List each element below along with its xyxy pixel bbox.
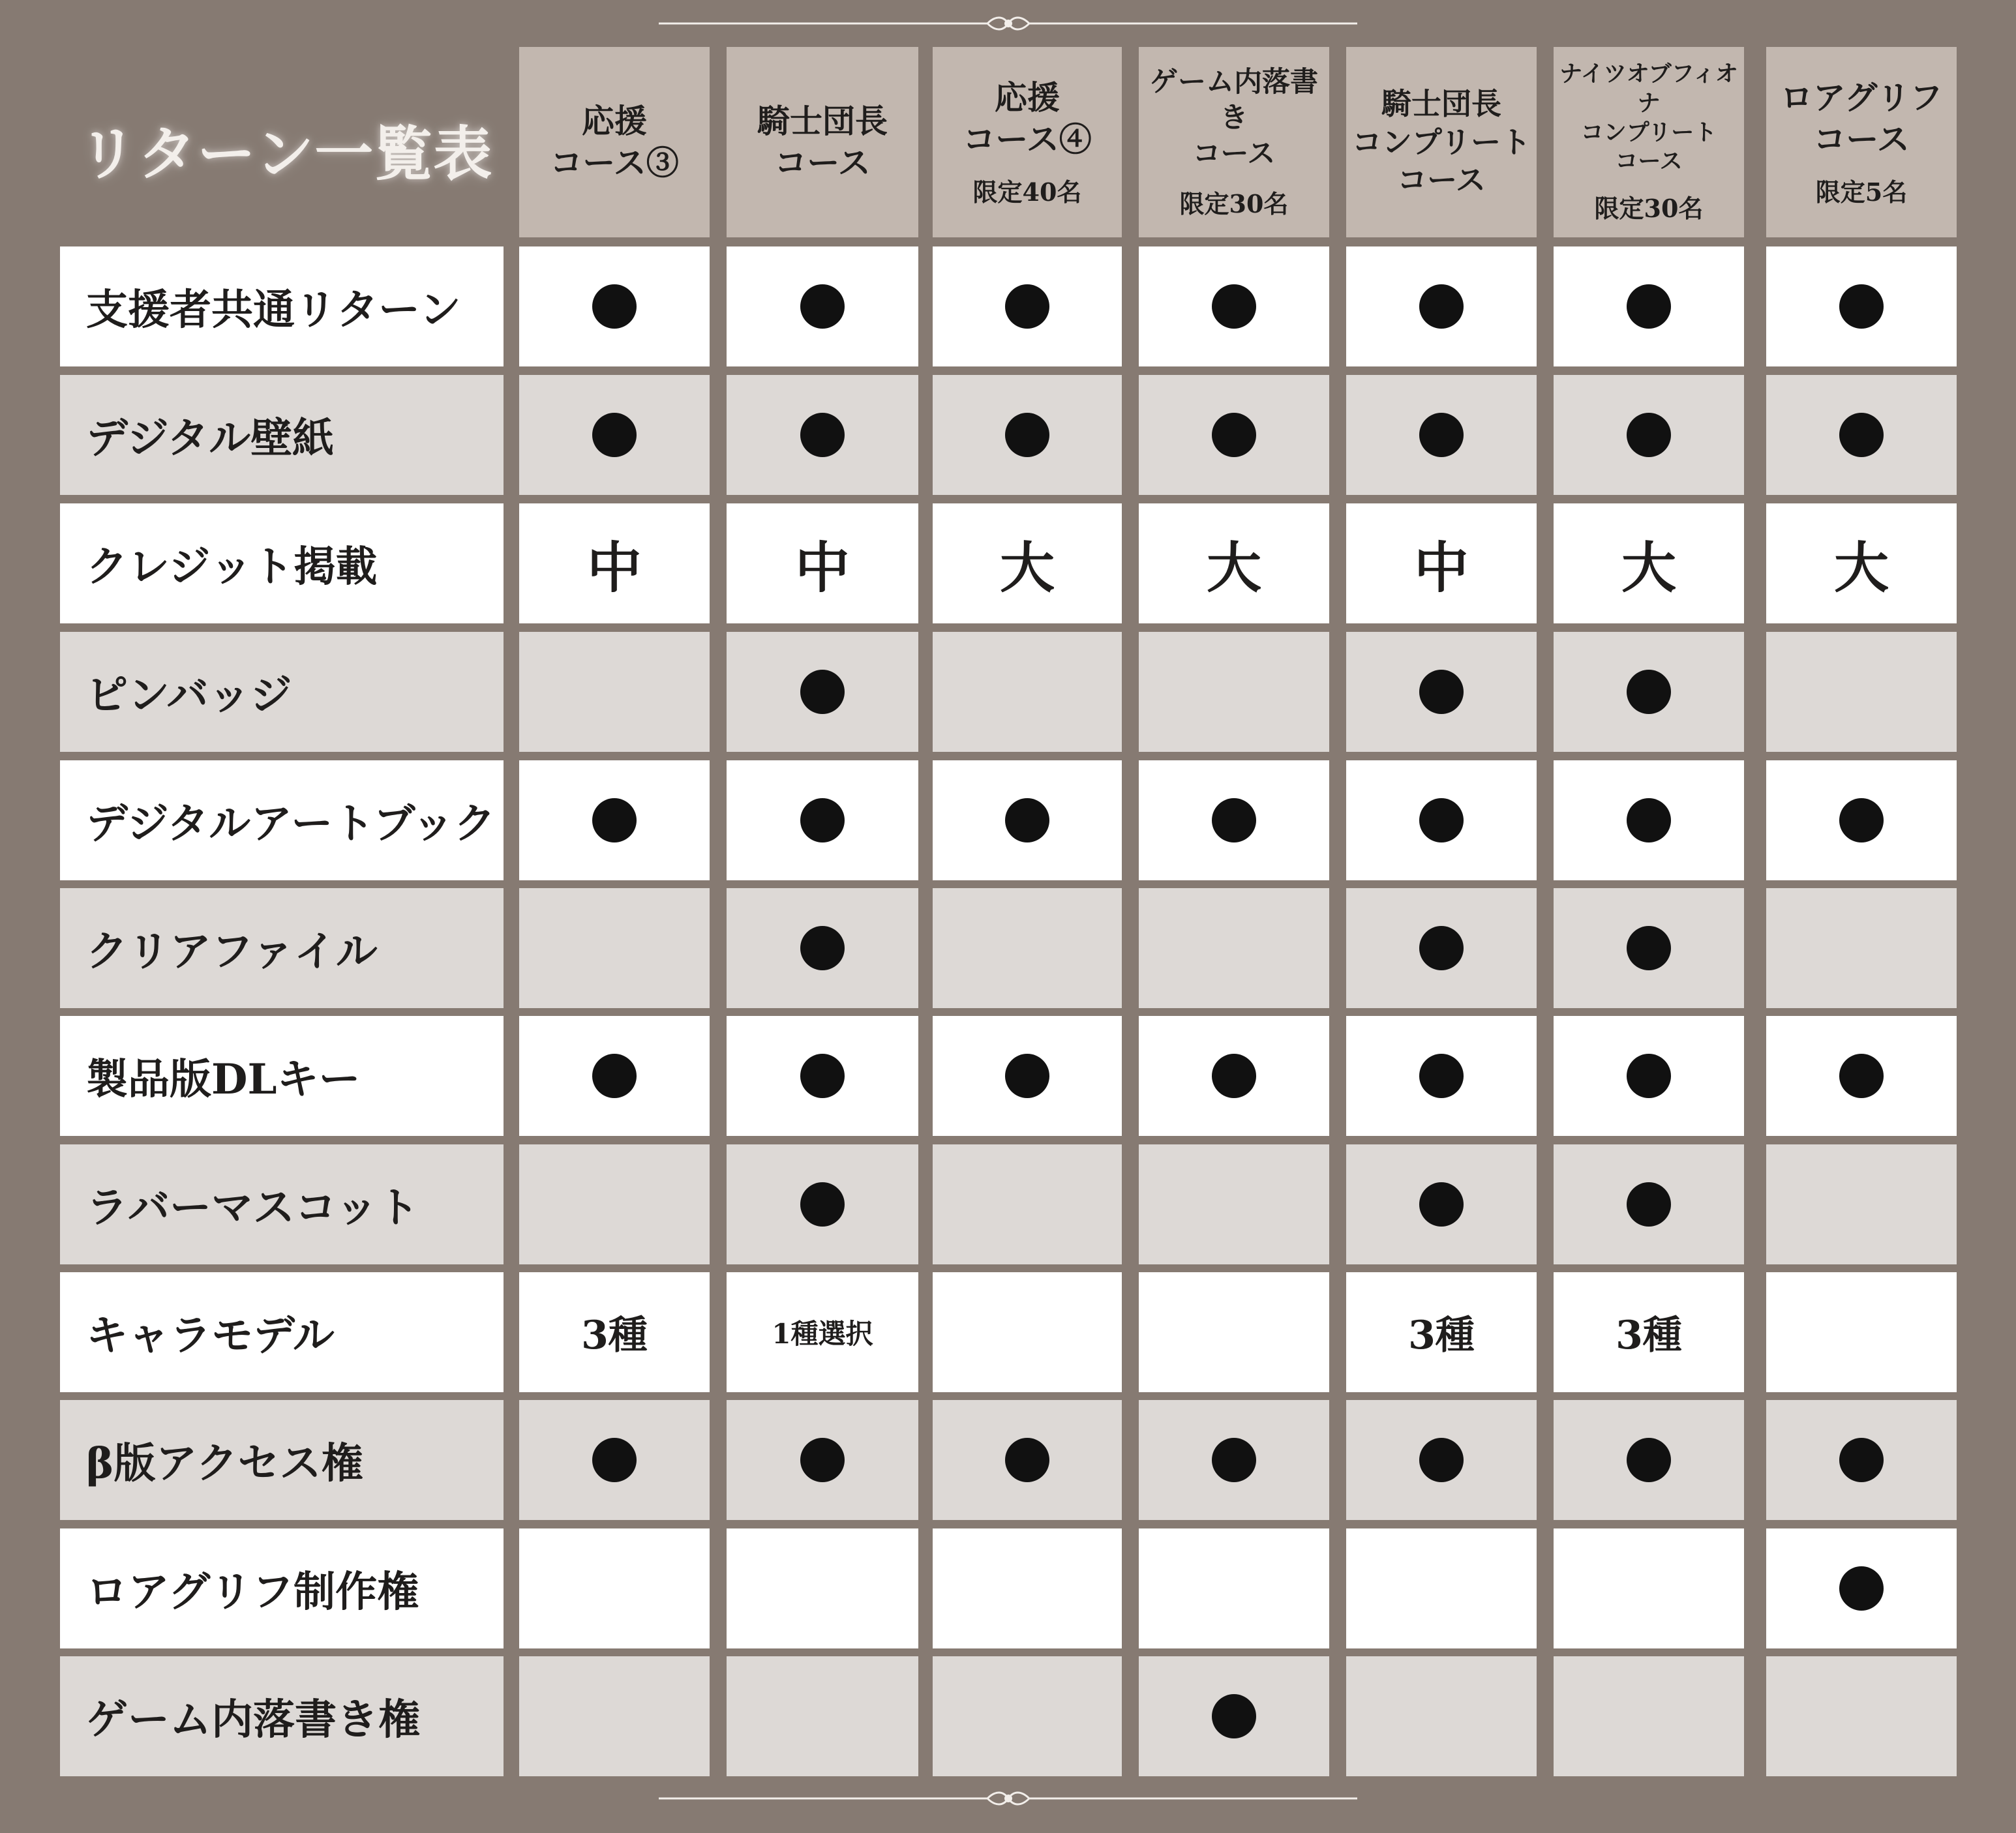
table-cell-r12-c3 xyxy=(933,1656,1122,1776)
course-name-4 xyxy=(1139,65,1329,172)
filled-circle-icon xyxy=(1627,926,1671,970)
table-cell-r10-c1 xyxy=(519,1400,710,1520)
table-cell-r7-c4 xyxy=(1139,1016,1329,1136)
filled-circle-icon xyxy=(800,926,845,970)
course-header-4 xyxy=(1139,47,1329,237)
row-label-11: ロアグリフ制作権 xyxy=(60,1528,504,1648)
table-cell-r6-c2 xyxy=(727,888,918,1008)
row-label-1: 支援者共通リターン xyxy=(60,246,504,366)
course-header-1 xyxy=(519,47,710,237)
course-name-line-3-2: コース④ xyxy=(963,119,1092,158)
filled-circle-icon xyxy=(800,670,845,714)
filled-circle-icon xyxy=(1005,1438,1049,1482)
filled-circle-icon xyxy=(1005,413,1049,457)
table-cell-r8-c4 xyxy=(1139,1144,1329,1264)
table-cell-r11-c4 xyxy=(1139,1528,1329,1648)
table-cell-r4-c7 xyxy=(1766,632,1957,752)
table-cell-r7-c7 xyxy=(1766,1016,1957,1136)
table-cell-r2-c6 xyxy=(1554,375,1744,495)
table-cell-r8-c5 xyxy=(1346,1144,1537,1264)
row-label-2: デジタル壁紙 xyxy=(60,375,504,495)
filled-circle-icon xyxy=(1839,798,1884,842)
table-cell-r10-c6 xyxy=(1554,1400,1744,1520)
filled-circle-icon xyxy=(800,798,845,842)
filled-circle-icon xyxy=(1839,1054,1884,1098)
table-cell-r1-c4 xyxy=(1139,246,1329,366)
filled-circle-icon xyxy=(592,284,637,329)
course-header-2 xyxy=(727,47,918,237)
table-cell-r12-c6 xyxy=(1554,1656,1744,1776)
course-limit-6: 限定30名 xyxy=(1594,194,1704,224)
table-cell-r5-c4 xyxy=(1139,760,1329,880)
course-name-line-6-3: コース xyxy=(1615,148,1683,175)
table-cell-r1-c7 xyxy=(1766,246,1957,366)
row-label-10: β版アクセス権 xyxy=(60,1400,504,1520)
course-name-line-2-1: 騎士団長 xyxy=(757,102,888,140)
course-name-3 xyxy=(963,77,1092,160)
course-header-3 xyxy=(933,47,1122,237)
table-cell-r3-c3 xyxy=(933,503,1122,623)
table-cell-r12-c4 xyxy=(1139,1656,1329,1776)
course-name-line-2-2: コース xyxy=(774,143,871,182)
table-cell-r5-c7 xyxy=(1766,760,1957,880)
filled-circle-icon xyxy=(1212,798,1256,842)
table-cell-r5-c1 xyxy=(519,760,710,880)
filled-circle-icon xyxy=(592,1438,637,1482)
table-cell-r5-c2 xyxy=(727,760,918,880)
course-name-line-5-3: コース xyxy=(1397,162,1486,198)
filled-circle-icon xyxy=(800,1182,845,1227)
table-cell-r12-c1 xyxy=(519,1656,710,1776)
filled-circle-icon xyxy=(800,1438,845,1482)
table-cell-r2-c5 xyxy=(1346,375,1537,495)
table-cell-r2-c7 xyxy=(1766,375,1957,495)
table-cell-r11-c7 xyxy=(1766,1528,1957,1648)
filled-circle-icon xyxy=(1419,284,1464,329)
table-cell-text-r3-c3: 大 xyxy=(999,535,1055,600)
filled-circle-icon xyxy=(1627,798,1671,842)
table-cell-r4-c5 xyxy=(1346,632,1537,752)
table-cell-text-r3-c2: 中 xyxy=(794,535,850,600)
filled-circle-icon xyxy=(1839,1566,1884,1611)
table-cell-r7-c1 xyxy=(519,1016,710,1136)
filled-circle-icon xyxy=(1627,284,1671,329)
filled-circle-icon xyxy=(800,413,845,457)
table-cell-r1-c5 xyxy=(1346,246,1537,366)
table-cell-text-r3-c1: 中 xyxy=(586,535,642,600)
table-cell-text-r3-c7: 大 xyxy=(1833,535,1889,600)
filled-circle-icon xyxy=(1627,413,1671,457)
filled-circle-icon xyxy=(1839,413,1884,457)
filled-circle-icon xyxy=(1212,413,1256,457)
table-cell-r12-c5 xyxy=(1346,1656,1537,1776)
filled-circle-icon xyxy=(1005,1054,1049,1098)
table-cell-r9-c2 xyxy=(727,1272,918,1392)
course-name-line-7-1: ロアグリフ xyxy=(1780,78,1943,117)
filled-circle-icon xyxy=(592,413,637,457)
filled-circle-icon xyxy=(592,798,637,842)
table-cell-r1-c1 xyxy=(519,246,710,366)
course-name-line-6-1: ナイツオブフィオナ xyxy=(1559,60,1738,117)
table-cell-r10-c3 xyxy=(933,1400,1122,1520)
filled-circle-icon xyxy=(1005,798,1049,842)
table-cell-r9-c5 xyxy=(1346,1272,1537,1392)
course-name-line-5-2: コンプリート xyxy=(1351,124,1531,160)
filled-circle-icon xyxy=(1212,1054,1256,1098)
table-cell-text-r3-c6: 大 xyxy=(1621,535,1676,600)
course-header-6 xyxy=(1554,47,1744,237)
page-title: リターン一覧表 xyxy=(78,119,493,188)
filled-circle-icon xyxy=(1627,1054,1671,1098)
course-name-line-4-1: ゲーム内落書き xyxy=(1150,65,1318,134)
table-cell-r3-c7 xyxy=(1766,503,1957,623)
table-cell-r7-c5 xyxy=(1346,1016,1537,1136)
filled-circle-icon xyxy=(1005,284,1049,329)
filled-circle-icon xyxy=(800,284,845,329)
table-cell-r2-c3 xyxy=(933,375,1122,495)
row-label-6: クリアファイル xyxy=(60,888,504,1008)
table-cell-text-r3-c5: 中 xyxy=(1413,535,1469,600)
table-cell-r12-c2 xyxy=(727,1656,918,1776)
table-cell-r5-c6 xyxy=(1554,760,1744,880)
filled-circle-icon xyxy=(592,1054,637,1098)
filled-circle-icon xyxy=(1419,413,1464,457)
filled-circle-icon xyxy=(1839,284,1884,329)
course-name-2 xyxy=(757,100,888,184)
table-cell-r11-c6 xyxy=(1554,1528,1744,1648)
row-label-3: クレジット掲載 xyxy=(60,503,504,623)
table-cell-r9-c1 xyxy=(519,1272,710,1392)
table-cell-text-r9-c5: 3種 xyxy=(1408,1313,1475,1358)
table-cell-text-r9-c6: 3種 xyxy=(1616,1313,1682,1358)
table-cell-r4-c1 xyxy=(519,632,710,752)
course-name-line-1-2: コース③ xyxy=(550,143,679,182)
table-cell-r10-c5 xyxy=(1346,1400,1537,1520)
course-name-line-7-2: コース xyxy=(1813,119,1910,158)
filled-circle-icon xyxy=(1419,1438,1464,1482)
course-header-5 xyxy=(1346,47,1537,237)
table-cell-r3-c1 xyxy=(519,503,710,623)
table-cell-r9-c4 xyxy=(1139,1272,1329,1392)
table-cell-r9-c6 xyxy=(1554,1272,1744,1392)
table-cell-r1-c2 xyxy=(727,246,918,366)
table-cell-r11-c1 xyxy=(519,1528,710,1648)
table-cell-r3-c2 xyxy=(727,503,918,623)
course-name-line-1-1: 応援 xyxy=(582,102,647,140)
table-cell-r9-c3 xyxy=(933,1272,1122,1392)
table-cell-r6-c6 xyxy=(1554,888,1744,1008)
filled-circle-icon xyxy=(1627,1182,1671,1227)
table-cell-r10-c2 xyxy=(727,1400,918,1520)
table-cell-r4-c3 xyxy=(933,632,1122,752)
course-name-5 xyxy=(1352,85,1531,200)
table-cell-r7-c2 xyxy=(727,1016,918,1136)
table-cell-r11-c5 xyxy=(1346,1528,1537,1648)
table-cell-r5-c3 xyxy=(933,760,1122,880)
table-cell-r6-c5 xyxy=(1346,888,1537,1008)
table-cell-r2-c2 xyxy=(727,375,918,495)
course-limit-7: 限定5名 xyxy=(1815,177,1908,207)
table-cell-r8-c1 xyxy=(519,1144,710,1264)
row-label-9: キャラモデル xyxy=(60,1272,504,1392)
filled-circle-icon xyxy=(800,1054,845,1098)
row-label-7: 製品版DLキー xyxy=(60,1016,504,1136)
table-cell-r12-c7 xyxy=(1766,1656,1957,1776)
filled-circle-icon xyxy=(1627,670,1671,714)
filled-circle-icon xyxy=(1419,798,1464,842)
filled-circle-icon xyxy=(1419,1182,1464,1227)
table-cell-r6-c7 xyxy=(1766,888,1957,1008)
row-label-5: デジタルアートブック xyxy=(60,760,504,880)
filled-circle-icon xyxy=(1419,926,1464,970)
table-cell-r3-c5 xyxy=(1346,503,1537,623)
table-cell-r8-c7 xyxy=(1766,1144,1957,1264)
course-name-1 xyxy=(550,100,679,184)
table-cell-r5-c5 xyxy=(1346,760,1537,880)
course-limit-4: 限定30名 xyxy=(1179,189,1289,219)
table-cell-r4-c4 xyxy=(1139,632,1329,752)
table-cell-r3-c6 xyxy=(1554,503,1744,623)
top-ornament xyxy=(0,10,2016,37)
row-label-12: ゲーム内落書き権 xyxy=(60,1656,504,1776)
filled-circle-icon xyxy=(1212,1694,1256,1738)
table-cell-r1-c6 xyxy=(1554,246,1744,366)
course-header-7 xyxy=(1766,47,1957,237)
filled-circle-icon xyxy=(1627,1438,1671,1482)
table-cell-r10-c7 xyxy=(1766,1400,1957,1520)
table-cell-r2-c4 xyxy=(1139,375,1329,495)
filled-circle-icon xyxy=(1419,670,1464,714)
filled-circle-icon xyxy=(1212,1438,1256,1482)
filled-circle-icon xyxy=(1839,1438,1884,1482)
table-cell-r9-c7 xyxy=(1766,1272,1957,1392)
course-name-line-5-1: 騎士団長 xyxy=(1381,85,1501,121)
table-cell-r1-c3 xyxy=(933,246,1122,366)
table-cell-r11-c3 xyxy=(933,1528,1122,1648)
table-cell-r8-c2 xyxy=(727,1144,918,1264)
table-cell-text-r9-c1: 3種 xyxy=(581,1313,648,1358)
table-cell-r6-c1 xyxy=(519,888,710,1008)
course-name-6 xyxy=(1554,60,1744,177)
table-cell-r3-c4 xyxy=(1139,503,1329,623)
table-cell-r10-c4 xyxy=(1139,1400,1329,1520)
table-cell-r4-c2 xyxy=(727,632,918,752)
course-name-7 xyxy=(1781,77,1943,160)
table-cell-r7-c6 xyxy=(1554,1016,1744,1136)
table-cell-r6-c4 xyxy=(1139,888,1329,1008)
row-label-8: ラバーマスコット xyxy=(60,1144,504,1264)
table-cell-r8-c3 xyxy=(933,1144,1122,1264)
table-cell-r7-c3 xyxy=(933,1016,1122,1136)
bottom-ornament xyxy=(0,1785,2016,1811)
course-limit-3: 限定40名 xyxy=(972,177,1082,207)
course-name-line-6-2: コンプリート xyxy=(1580,119,1717,146)
table-cell-r2-c1 xyxy=(519,375,710,495)
filled-circle-icon xyxy=(1419,1054,1464,1098)
table-cell-r6-c3 xyxy=(933,888,1122,1008)
table-cell-text-r9-c2: 1種選択 xyxy=(772,1318,873,1350)
table-cell-text-r3-c4: 大 xyxy=(1206,535,1261,600)
row-label-4: ピンバッジ xyxy=(60,632,504,752)
table-cell-r4-c6 xyxy=(1554,632,1744,752)
table-cell-r11-c2 xyxy=(727,1528,918,1648)
course-name-line-4-2: コース xyxy=(1192,138,1276,171)
filled-circle-icon xyxy=(1212,284,1256,329)
table-cell-r8-c6 xyxy=(1554,1144,1744,1264)
course-name-line-3-1: 応援 xyxy=(995,78,1060,117)
